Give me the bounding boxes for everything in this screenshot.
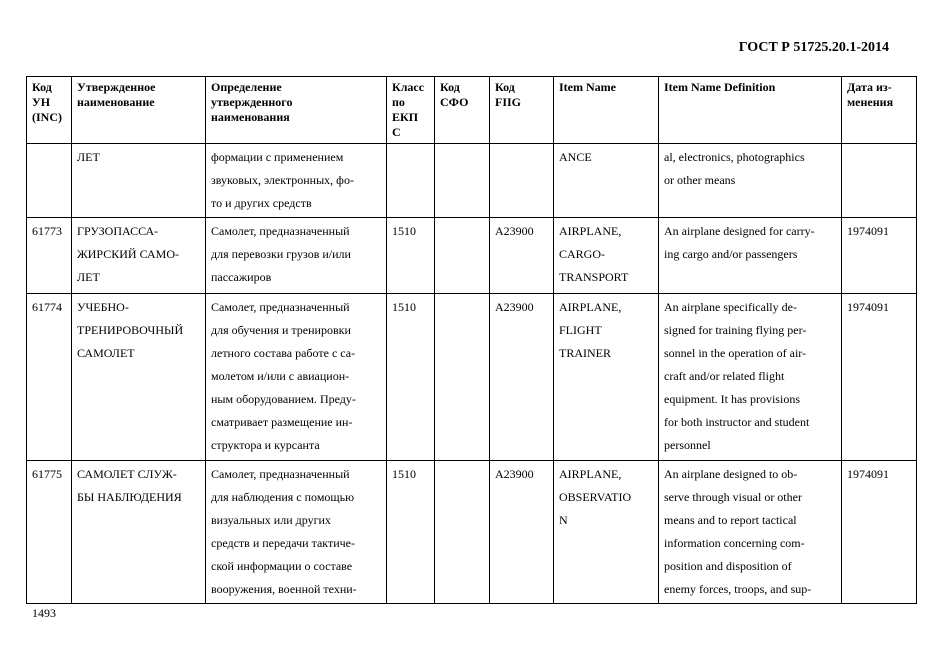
cell-line: утвержденного (211, 95, 293, 109)
approved-name-cell (72, 218, 206, 294)
cell-line: or other means (664, 173, 736, 187)
cell-line: средств и передачи тактиче- (211, 536, 355, 550)
table-row (27, 144, 917, 218)
cell-line: Самолет, предназначенный (211, 224, 350, 238)
definition-cell (206, 461, 387, 604)
cell-line: СФО (440, 95, 469, 109)
cell-line: ской информации о составе (211, 559, 353, 573)
cell-line: УЧЕБНО- (77, 300, 129, 314)
cell-line: Код (32, 80, 52, 94)
cell-line: TRAINER (559, 346, 611, 360)
item-definition-cell (659, 144, 842, 218)
cell-line: Определение (211, 80, 282, 94)
code-cell: 61775 (27, 461, 72, 604)
class-cell: 1510 (387, 218, 435, 294)
cell-line: N (559, 513, 568, 527)
cell-line: FIIG (495, 95, 522, 109)
cell-line: УН (32, 95, 51, 109)
item-definition-cell (659, 218, 842, 294)
col-header-sfo (435, 77, 490, 144)
cell-line: САМОЛЕТ (77, 346, 135, 360)
fiig-cell: A23900 (490, 218, 554, 294)
cell-line: CARGO- (559, 247, 606, 261)
cell-line: ным оборудованием. Преду- (211, 392, 356, 406)
cell-line: по (392, 95, 405, 109)
cell-line: equipment. It has provisions (664, 392, 800, 406)
standard-code: ГОСТ Р 51725.20.1-2014 (738, 40, 889, 55)
cell-line: An airplane designed to ob- (664, 467, 798, 481)
cell-line: Код (440, 80, 460, 94)
cell-line: ЖИРСКИЙ САМО- (77, 247, 179, 261)
table-row (27, 461, 917, 604)
cell-line: БЫ НАБЛЮДЕНИЯ (77, 490, 182, 504)
cell-line: AIRPLANE, (559, 467, 622, 481)
cell-line: AIRPLANE, (559, 300, 622, 314)
cell-line: OBSERVATIO (559, 490, 632, 504)
cell-line: personnel (664, 438, 711, 452)
cell-line: FLIGHT (559, 323, 602, 337)
code-cell: 61774 (27, 294, 72, 461)
cell-line: Код (495, 80, 515, 94)
table-row (27, 294, 917, 461)
cell-line: Утвержденное (77, 80, 156, 94)
cell-line: Самолет, предназначенный (211, 300, 350, 314)
cell-line: Item Name Definition (664, 80, 776, 94)
cell-line: Самолет, предназначенный (211, 467, 350, 481)
page-number: 1493 (32, 606, 56, 620)
cell-line: САМОЛЕТ СЛУЖ- (77, 467, 177, 481)
col-header-approved-name (72, 77, 206, 144)
change-date-cell: 1974091 (842, 218, 917, 294)
approved-name-cell (72, 144, 206, 218)
col-header-change-date (842, 77, 917, 144)
code-cell: 61773 (27, 218, 72, 294)
cell-line: звуковых, электронных, фо- (211, 173, 354, 187)
sfo-cell (435, 294, 490, 461)
cell-line: ГРУЗОПАССА- (77, 224, 159, 238)
cell-line: TRANSPORT (559, 270, 629, 284)
cell-line: для обучения и тренировки (211, 323, 351, 337)
item-name-cell (554, 461, 659, 604)
cell-line: С (392, 125, 401, 139)
cell-line: формации с применением (211, 150, 344, 164)
cell-line: Дата из- (847, 80, 892, 94)
change-date-cell (842, 144, 917, 218)
cell-line: Item Name (559, 80, 616, 94)
col-header-class (387, 77, 435, 144)
class-cell (387, 144, 435, 218)
item-name-cell (554, 218, 659, 294)
col-header-item-definition (659, 77, 842, 144)
cell-line: ЛЕТ (77, 270, 100, 284)
cell-line: летного состава работе с са- (211, 346, 356, 360)
cell-line: для перевозки грузов и/или (211, 247, 351, 261)
cell-line: сматривает размещение ин- (211, 415, 353, 429)
cell-line: Класс (392, 80, 425, 94)
item-definition-cell (659, 461, 842, 604)
cell-line: An airplane designed for carry- (664, 224, 815, 238)
cell-line: ЛЕТ (77, 150, 100, 164)
cell-line: то и других средств (211, 196, 312, 210)
definition-cell (206, 294, 387, 461)
item-definition-cell (659, 294, 842, 461)
col-header-inc (27, 77, 72, 144)
class-cell: 1510 (387, 294, 435, 461)
cell-line: signed for training flying per- (664, 323, 807, 337)
col-header-fiig (490, 77, 554, 144)
cell-line: (INC) (32, 110, 62, 124)
approved-name-cell (72, 461, 206, 604)
change-date-cell: 1974091 (842, 461, 917, 604)
table-header-row (27, 77, 917, 144)
cell-line: структора и курсанта (211, 438, 320, 452)
cell-line: менения (847, 95, 894, 109)
cell-line: пассажиров (211, 270, 272, 284)
cell-line: ЕКП (392, 110, 419, 124)
cell-line: means and to report tactical (664, 513, 797, 527)
change-date-cell: 1974091 (842, 294, 917, 461)
item-names-table (26, 76, 917, 604)
cell-line: enemy forces, troops, and sup- (664, 582, 812, 596)
cell-line: sonnel in the operation of air- (664, 346, 807, 360)
cell-line: craft and/or related flight (664, 369, 785, 383)
cell-line: serve through visual or other (664, 490, 802, 504)
code-cell (27, 144, 72, 218)
sfo-cell (435, 218, 490, 294)
table-row (27, 218, 917, 294)
item-name-cell (554, 144, 659, 218)
cell-line: for both instructor and student (664, 415, 810, 429)
cell-line: ANCE (559, 150, 592, 164)
cell-line: наименование (77, 95, 155, 109)
definition-cell (206, 144, 387, 218)
definition-cell (206, 218, 387, 294)
cell-line: AIRPLANE, (559, 224, 622, 238)
fiig-cell (490, 144, 554, 218)
cell-line: al, electronics, photographics (664, 150, 805, 164)
col-header-item-name (554, 77, 659, 144)
sfo-cell (435, 461, 490, 604)
cell-line: молетом и/или с авиацион- (211, 369, 350, 383)
sfo-cell (435, 144, 490, 218)
cell-line: An airplane specifically de- (664, 300, 797, 314)
fiig-cell: A23900 (490, 461, 554, 604)
item-name-cell (554, 294, 659, 461)
class-cell: 1510 (387, 461, 435, 604)
cell-line: визуальных или других (211, 513, 331, 527)
cell-line: ТРЕНИРОВОЧНЫЙ (77, 323, 184, 337)
cell-line: наименования (211, 110, 290, 124)
cell-line: information concerning com- (664, 536, 805, 550)
fiig-cell: A23900 (490, 294, 554, 461)
cell-line: position and disposition of (664, 559, 792, 573)
cell-line: ing cargo and/or passengers (664, 247, 798, 261)
approved-name-cell (72, 294, 206, 461)
cell-line: для наблюдения с помощью (211, 490, 355, 504)
col-header-definition (206, 77, 387, 144)
cell-line: вооружения, военной техни- (211, 582, 357, 596)
